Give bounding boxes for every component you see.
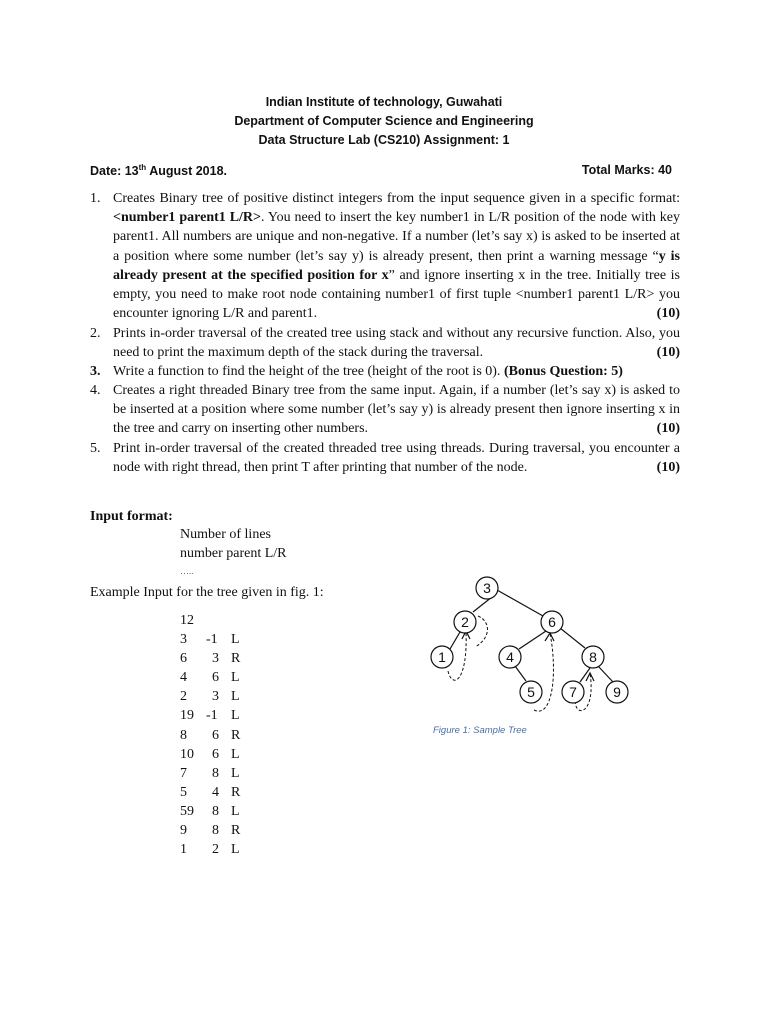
example-parent: 8: [212, 823, 219, 838]
example-number: 5: [180, 784, 187, 800]
question-2-marks: (10): [656, 345, 680, 361]
question-5-marks: (10): [656, 460, 680, 476]
example-parent: 8: [212, 765, 219, 781]
question-3: 3. Write a function to find the height of the tree (height of the root is 0). (Bonus Question: 5): [90, 364, 623, 379]
input-format-ellipsis: …..: [180, 566, 194, 576]
figure-caption: Figure 1: Sample Tree: [433, 725, 527, 736]
example-parent: 6: [212, 670, 219, 686]
question-1: 1. Creates Binary tree of positive distinct integers from the input sequence given in a specific format: <number1 parent1 L/R>. You need to insert the key number1 in L/R position of the node with key parent1. All numbers are unique and non-negative. If a number (let’s say x) is asked to be inserted at a position where some number (let’s say y) is already present, then print a warning message “y is already present at the specified position for x” and ignore inserting x in the tree. Initially tree is empty, you need to make root node containing number1 of first tuple <number1 parent1 L/R> you encounter ignoring L/R and parent1. (10): [90, 189, 680, 323]
question-5: 5. Print in-order traversal of the created threaded tree using threads. During traversal, you encounter a node with right thread, then print T after printing that number of the node. (10): [90, 439, 680, 477]
example-side: L: [231, 708, 240, 724]
tree-nodes: [431, 577, 628, 703]
example-side: R: [231, 823, 241, 838]
example-parent: 3: [212, 689, 219, 705]
example-number: 7: [180, 765, 187, 781]
tree-node-label: 3: [483, 580, 491, 596]
tree-edges: [450, 590, 613, 682]
tree-node-label: 1: [438, 649, 446, 665]
tree-arrowheads: [462, 631, 594, 681]
example-side: R: [231, 784, 241, 800]
example-parent: 3: [212, 651, 219, 667]
example-number: 19: [180, 708, 194, 724]
example-number: 6: [180, 651, 187, 667]
example-number: 2: [180, 689, 187, 705]
tree-node-label: 4: [506, 649, 514, 665]
example-side: L: [231, 632, 240, 647]
example-parent: -1: [206, 708, 218, 724]
example-side: L: [231, 689, 240, 705]
example-parent: -1: [206, 632, 218, 647]
question-1-marks: (10): [656, 306, 680, 322]
input-format-title: Input format:: [90, 509, 173, 524]
example-side: L: [231, 765, 240, 781]
question-2: 2. Prints in-order traversal of the created tree using stack and without any recursive function. Also, you need to print the maximum depth of the stack during the traversal. (10): [90, 324, 680, 362]
edge-6-8: [560, 628, 585, 648]
example-parent: 8: [212, 803, 219, 819]
edge-2-1: [450, 632, 460, 649]
tree-figure: [400, 565, 660, 725]
course-title: Data Structure Lab (CS210) Assignment: 1: [258, 133, 510, 147]
edge-6-4: [519, 631, 546, 649]
department-name: Department of Computer Science and Engineering: [234, 114, 534, 128]
example-number: 9: [180, 823, 187, 838]
example-side: L: [231, 842, 240, 858]
example-count: 12: [180, 613, 194, 628]
bonus-label: (Bonus Question: 5): [503, 364, 623, 379]
edge-8-9: [598, 666, 613, 682]
edge-3-6: [497, 590, 543, 616]
example-side: L: [231, 746, 240, 762]
example-number: 1: [180, 842, 187, 858]
example-number: 8: [180, 727, 187, 743]
example-number: 3: [180, 632, 187, 647]
tree-node-label: 8: [589, 649, 597, 665]
example-parent: 4: [212, 784, 219, 800]
date: Date: 13th August 2018.: [90, 163, 228, 179]
example-parent: 6: [212, 727, 219, 743]
institute-name: Indian Institute of technology, Guwahati: [265, 95, 503, 109]
question-4-marks: (10): [656, 421, 680, 437]
input-format-line1: Number of lines: [180, 527, 271, 542]
example-parent: 6: [212, 746, 219, 762]
example-number: 10: [180, 746, 194, 762]
input-format-line2: number parent L/R: [180, 546, 287, 561]
tree-node-label: 2: [461, 614, 469, 630]
tree-node-label: 6: [548, 614, 556, 630]
thread-2-3: [475, 616, 487, 647]
example-side: L: [231, 803, 240, 819]
example-side: R: [231, 727, 241, 743]
total-marks: Total Marks: 40: [581, 163, 672, 177]
tree-node-label: 7: [569, 684, 577, 700]
example-number: 4: [180, 670, 187, 686]
example-side: L: [231, 670, 240, 686]
example-side: R: [231, 651, 241, 667]
tree-node-label: 5: [527, 684, 535, 700]
tree-node-label: 9: [613, 684, 621, 700]
edge-4-5: [515, 666, 526, 681]
question-4: 4. Creates a right threaded Binary tree from the same input. Again, if a number (let’s say x) is asked to be inserted at a position where some number (let’s say y) is already present then ignore inserting x in the tree and carry on inserting other numbers. (10): [90, 381, 680, 439]
example-label: Example Input for the tree given in fig. 1:: [90, 585, 324, 600]
example-number: 59: [180, 803, 194, 819]
example-parent: 2: [212, 842, 219, 858]
